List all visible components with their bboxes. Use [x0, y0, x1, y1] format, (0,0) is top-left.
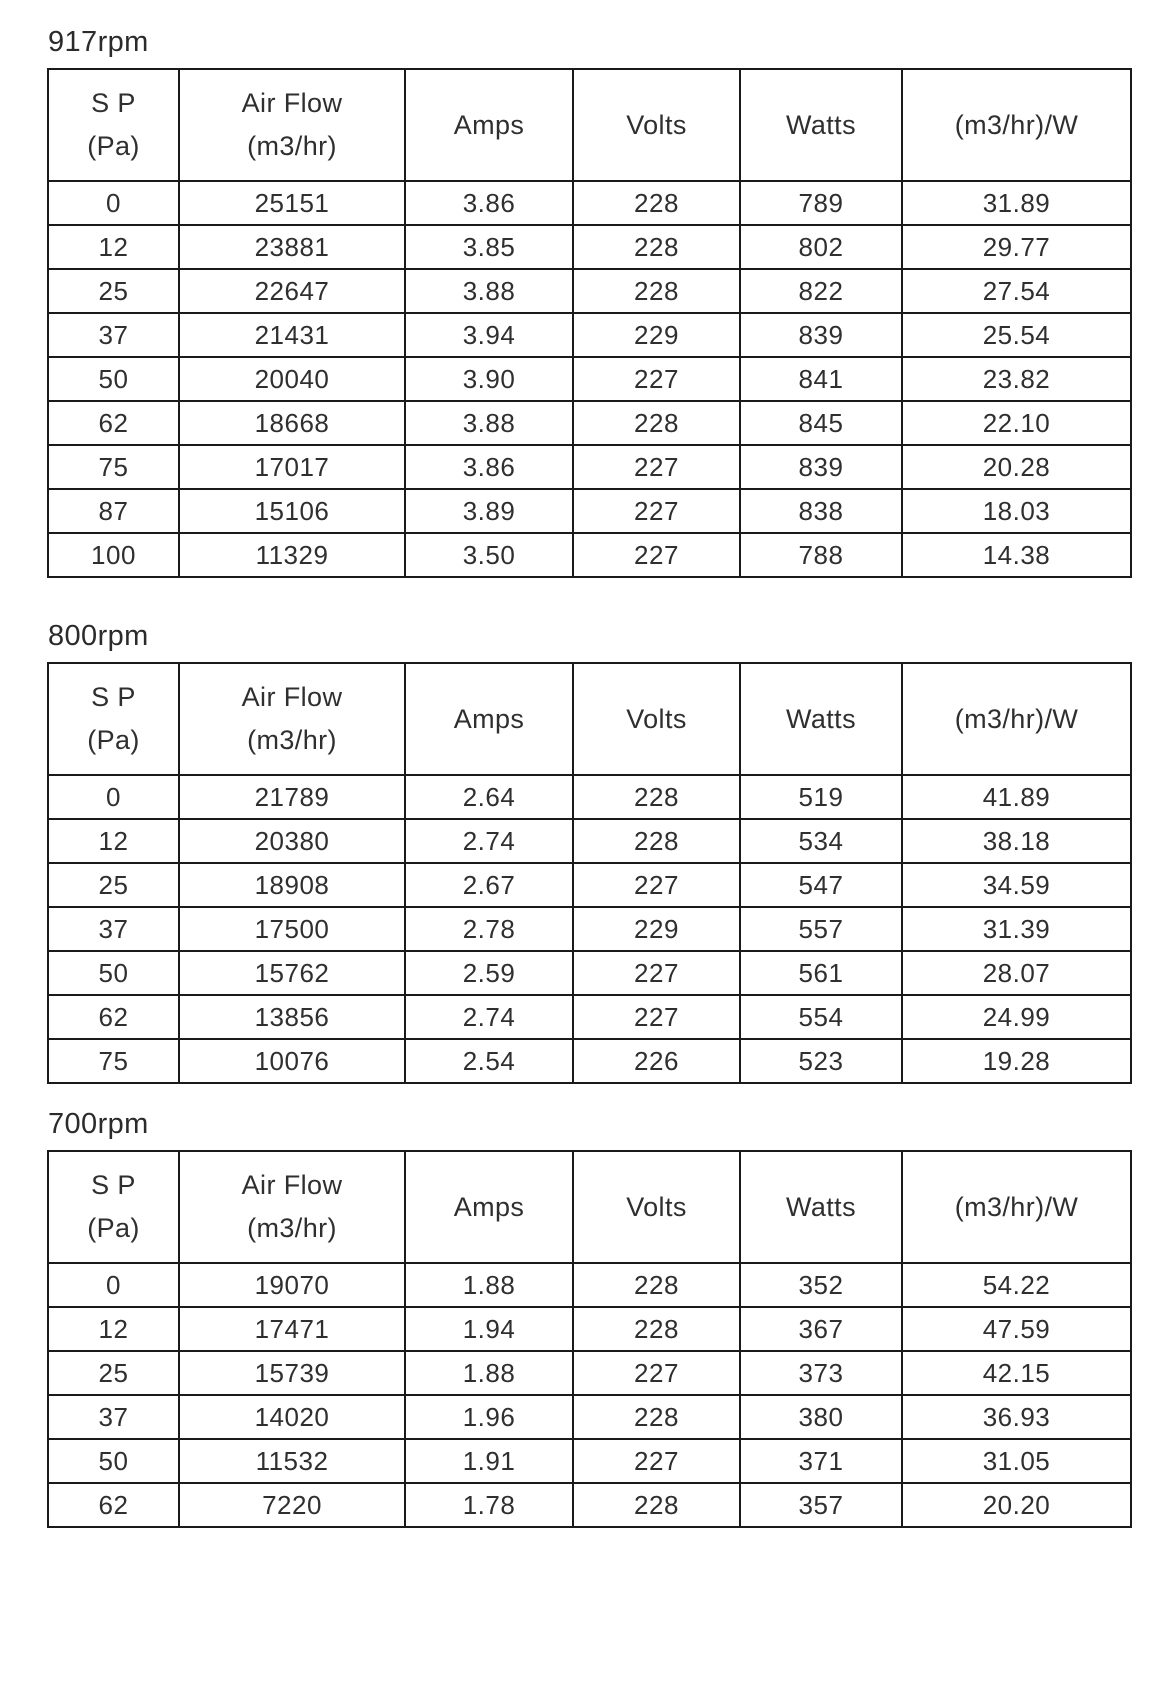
table-cell: 788 [740, 533, 902, 577]
table-cell: 25.54 [902, 313, 1131, 357]
table-cell: 25 [48, 863, 179, 907]
table-cell: 547 [740, 863, 902, 907]
table-cell: 54.22 [902, 1263, 1131, 1307]
header-watts: Watts [740, 1151, 902, 1263]
header-volts: Volts [573, 1151, 740, 1263]
table-cell: 24.99 [902, 995, 1131, 1039]
table-cell: 17017 [179, 445, 405, 489]
table-cell: 18.03 [902, 489, 1131, 533]
table-cell: 228 [573, 1483, 740, 1527]
header-sp-line2: (Pa) [87, 131, 140, 161]
table-cell: 227 [573, 533, 740, 577]
table-cell: 373 [740, 1351, 902, 1395]
table-row [48, 907, 1131, 951]
table-cell: 227 [573, 489, 740, 533]
table-row [48, 995, 1131, 1039]
table-cell: 23881 [179, 225, 405, 269]
header-airflow-line1: Air Flow [241, 681, 343, 712]
table-cell: 228 [573, 1395, 740, 1439]
table-cell: 3.88 [405, 269, 573, 313]
table-cell: 62 [48, 1483, 179, 1527]
table-cell: 22647 [179, 269, 405, 313]
table-cell: 47.59 [902, 1307, 1131, 1351]
table-cell: 3.50 [405, 533, 573, 577]
header-sp-pa [48, 69, 179, 181]
table-row [48, 445, 1131, 489]
header-amps: Amps [405, 1151, 573, 1263]
table-cell: 227 [573, 1351, 740, 1395]
table-cell: 15762 [179, 951, 405, 995]
table-cell: 41.89 [902, 775, 1131, 819]
table-cell: 2.67 [405, 863, 573, 907]
table-cell: 12 [48, 225, 179, 269]
table-cell: 28.07 [902, 951, 1131, 995]
table-cell: 31.39 [902, 907, 1131, 951]
table-cell: 534 [740, 819, 902, 863]
table-cell: 0 [48, 1263, 179, 1307]
table-cell: 37 [48, 907, 179, 951]
header-volts: Volts [573, 663, 740, 775]
table-cell: 228 [573, 269, 740, 313]
table-cell: 75 [48, 1039, 179, 1083]
table-row [48, 863, 1131, 907]
header-airflow-line2: (m3/hr) [247, 725, 337, 755]
table-body-917rpm [48, 181, 1131, 577]
table-cell: 14020 [179, 1395, 405, 1439]
table-cell: 523 [740, 1039, 902, 1083]
table-cell: 1.94 [405, 1307, 573, 1351]
header-sp-line1: S P [91, 87, 136, 118]
table-row [48, 1263, 1131, 1307]
table-row [48, 313, 1131, 357]
table-cell: 228 [573, 181, 740, 225]
header-sp-line1: S P [91, 1169, 136, 1200]
table-cell: 371 [740, 1439, 902, 1483]
table-row [48, 1351, 1131, 1395]
table-row [48, 181, 1131, 225]
header-sp-pa [48, 663, 179, 775]
section-title-700rpm: 700rpm [48, 1108, 149, 1140]
table-body-700rpm [48, 1263, 1131, 1527]
table-row [48, 819, 1131, 863]
table-cell: 2.59 [405, 951, 573, 995]
table-cell: 34.59 [902, 863, 1131, 907]
table-row [48, 357, 1131, 401]
header-row [48, 69, 1131, 181]
table-cell: 100 [48, 533, 179, 577]
table-cell: 50 [48, 357, 179, 401]
header-airflow-line1: Air Flow [241, 1169, 343, 1200]
table-cell: 227 [573, 357, 740, 401]
table-cell: 227 [573, 951, 740, 995]
header-row [48, 1151, 1131, 1263]
table-cell: 62 [48, 401, 179, 445]
table-row [48, 775, 1131, 819]
table-cell: 50 [48, 1439, 179, 1483]
header-airflow-line2: (m3/hr) [247, 1213, 337, 1243]
table-cell: 838 [740, 489, 902, 533]
table-cell: 0 [48, 775, 179, 819]
table-cell: 845 [740, 401, 902, 445]
table-cell: 20.28 [902, 445, 1131, 489]
table-cell: 1.78 [405, 1483, 573, 1527]
table-row [48, 1483, 1131, 1527]
table-cell: 20.20 [902, 1483, 1131, 1527]
table-cell: 18668 [179, 401, 405, 445]
header-sp-pa [48, 1151, 179, 1263]
performance-table-700rpm [47, 1150, 1132, 1528]
table-cell: 1.96 [405, 1395, 573, 1439]
table-cell: 20380 [179, 819, 405, 863]
table-cell: 10076 [179, 1039, 405, 1083]
table-cell: 2.64 [405, 775, 573, 819]
table-cell: 0 [48, 181, 179, 225]
table-cell: 14.38 [902, 533, 1131, 577]
table-cell: 2.54 [405, 1039, 573, 1083]
header-airflow [179, 1151, 405, 1263]
table-cell: 31.05 [902, 1439, 1131, 1483]
table-cell: 554 [740, 995, 902, 1039]
table-cell: 25 [48, 1351, 179, 1395]
table-cell: 23.82 [902, 357, 1131, 401]
table-cell: 15739 [179, 1351, 405, 1395]
table-cell: 2.74 [405, 819, 573, 863]
section-800rpm [47, 620, 1176, 1084]
table-cell: 29.77 [902, 225, 1131, 269]
table-cell: 18908 [179, 863, 405, 907]
performance-table-800rpm [47, 662, 1132, 1084]
header-sp-line2: (Pa) [87, 1213, 140, 1243]
table-cell: 227 [573, 995, 740, 1039]
table-cell: 228 [573, 1307, 740, 1351]
table-cell: 62 [48, 995, 179, 1039]
header-watts: Watts [740, 69, 902, 181]
table-cell: 31.89 [902, 181, 1131, 225]
table-cell: 227 [573, 445, 740, 489]
table-cell: 228 [573, 225, 740, 269]
header-efficiency: (m3/hr)/W [902, 69, 1131, 181]
table-cell: 227 [573, 863, 740, 907]
table-cell: 21789 [179, 775, 405, 819]
table-cell: 226 [573, 1039, 740, 1083]
table-row [48, 1307, 1131, 1351]
table-cell: 75 [48, 445, 179, 489]
table-cell: 228 [573, 819, 740, 863]
table-cell: 20040 [179, 357, 405, 401]
table-cell: 2.74 [405, 995, 573, 1039]
table-cell: 3.86 [405, 181, 573, 225]
table-cell: 3.85 [405, 225, 573, 269]
table-cell: 228 [573, 1263, 740, 1307]
performance-table-917rpm [47, 68, 1132, 578]
table-row [48, 489, 1131, 533]
table-cell: 1.88 [405, 1263, 573, 1307]
table-cell: 3.94 [405, 313, 573, 357]
header-airflow [179, 69, 405, 181]
table-row [48, 1439, 1131, 1483]
table-body-800rpm [48, 775, 1131, 1083]
table-cell: 367 [740, 1307, 902, 1351]
header-row [48, 663, 1131, 775]
table-cell: 38.18 [902, 819, 1131, 863]
table-cell: 17471 [179, 1307, 405, 1351]
table-cell: 11532 [179, 1439, 405, 1483]
section-700rpm [47, 1108, 1176, 1528]
table-cell: 3.88 [405, 401, 573, 445]
table-cell: 12 [48, 1307, 179, 1351]
table-row [48, 269, 1131, 313]
table-cell: 50 [48, 951, 179, 995]
table-cell: 2.78 [405, 907, 573, 951]
table-cell: 802 [740, 225, 902, 269]
header-airflow [179, 663, 405, 775]
table-cell: 19.28 [902, 1039, 1131, 1083]
table-cell: 7220 [179, 1483, 405, 1527]
table-cell: 17500 [179, 907, 405, 951]
table-cell: 3.89 [405, 489, 573, 533]
table-cell: 15106 [179, 489, 405, 533]
table-cell: 21431 [179, 313, 405, 357]
header-watts: Watts [740, 663, 902, 775]
header-airflow-line2: (m3/hr) [247, 131, 337, 161]
table-cell: 1.88 [405, 1351, 573, 1395]
section-917rpm [47, 26, 1176, 578]
table-cell: 519 [740, 775, 902, 819]
table-cell: 561 [740, 951, 902, 995]
table-cell: 1.91 [405, 1439, 573, 1483]
header-sp-line2: (Pa) [87, 725, 140, 755]
table-row [48, 951, 1131, 995]
table-cell: 228 [573, 401, 740, 445]
table-cell: 11329 [179, 533, 405, 577]
table-cell: 22.10 [902, 401, 1131, 445]
table-cell: 37 [48, 1395, 179, 1439]
header-sp-line1: S P [91, 681, 136, 712]
table-cell: 227 [573, 1439, 740, 1483]
table-cell: 87 [48, 489, 179, 533]
header-amps: Amps [405, 69, 573, 181]
table-row [48, 1395, 1131, 1439]
table-cell: 229 [573, 313, 740, 357]
table-cell: 839 [740, 445, 902, 489]
header-volts: Volts [573, 69, 740, 181]
table-row [48, 533, 1131, 577]
header-airflow-line1: Air Flow [241, 87, 343, 118]
table-row [48, 1039, 1131, 1083]
header-efficiency: (m3/hr)/W [902, 663, 1131, 775]
header-amps: Amps [405, 663, 573, 775]
table-cell: 37 [48, 313, 179, 357]
table-cell: 822 [740, 269, 902, 313]
table-cell: 27.54 [902, 269, 1131, 313]
table-cell: 789 [740, 181, 902, 225]
table-cell: 19070 [179, 1263, 405, 1307]
table-cell: 557 [740, 907, 902, 951]
header-efficiency: (m3/hr)/W [902, 1151, 1131, 1263]
table-cell: 228 [573, 775, 740, 819]
section-title-800rpm: 800rpm [48, 620, 149, 652]
table-cell: 25151 [179, 181, 405, 225]
table-row [48, 401, 1131, 445]
table-cell: 380 [740, 1395, 902, 1439]
table-cell: 13856 [179, 995, 405, 1039]
table-cell: 3.90 [405, 357, 573, 401]
table-cell: 841 [740, 357, 902, 401]
table-cell: 12 [48, 819, 179, 863]
table-cell: 357 [740, 1483, 902, 1527]
table-cell: 839 [740, 313, 902, 357]
table-cell: 25 [48, 269, 179, 313]
section-title-917rpm: 917rpm [48, 26, 149, 58]
table-cell: 3.86 [405, 445, 573, 489]
table-cell: 42.15 [902, 1351, 1131, 1395]
table-row [48, 225, 1131, 269]
table-cell: 352 [740, 1263, 902, 1307]
table-cell: 36.93 [902, 1395, 1131, 1439]
table-cell: 229 [573, 907, 740, 951]
